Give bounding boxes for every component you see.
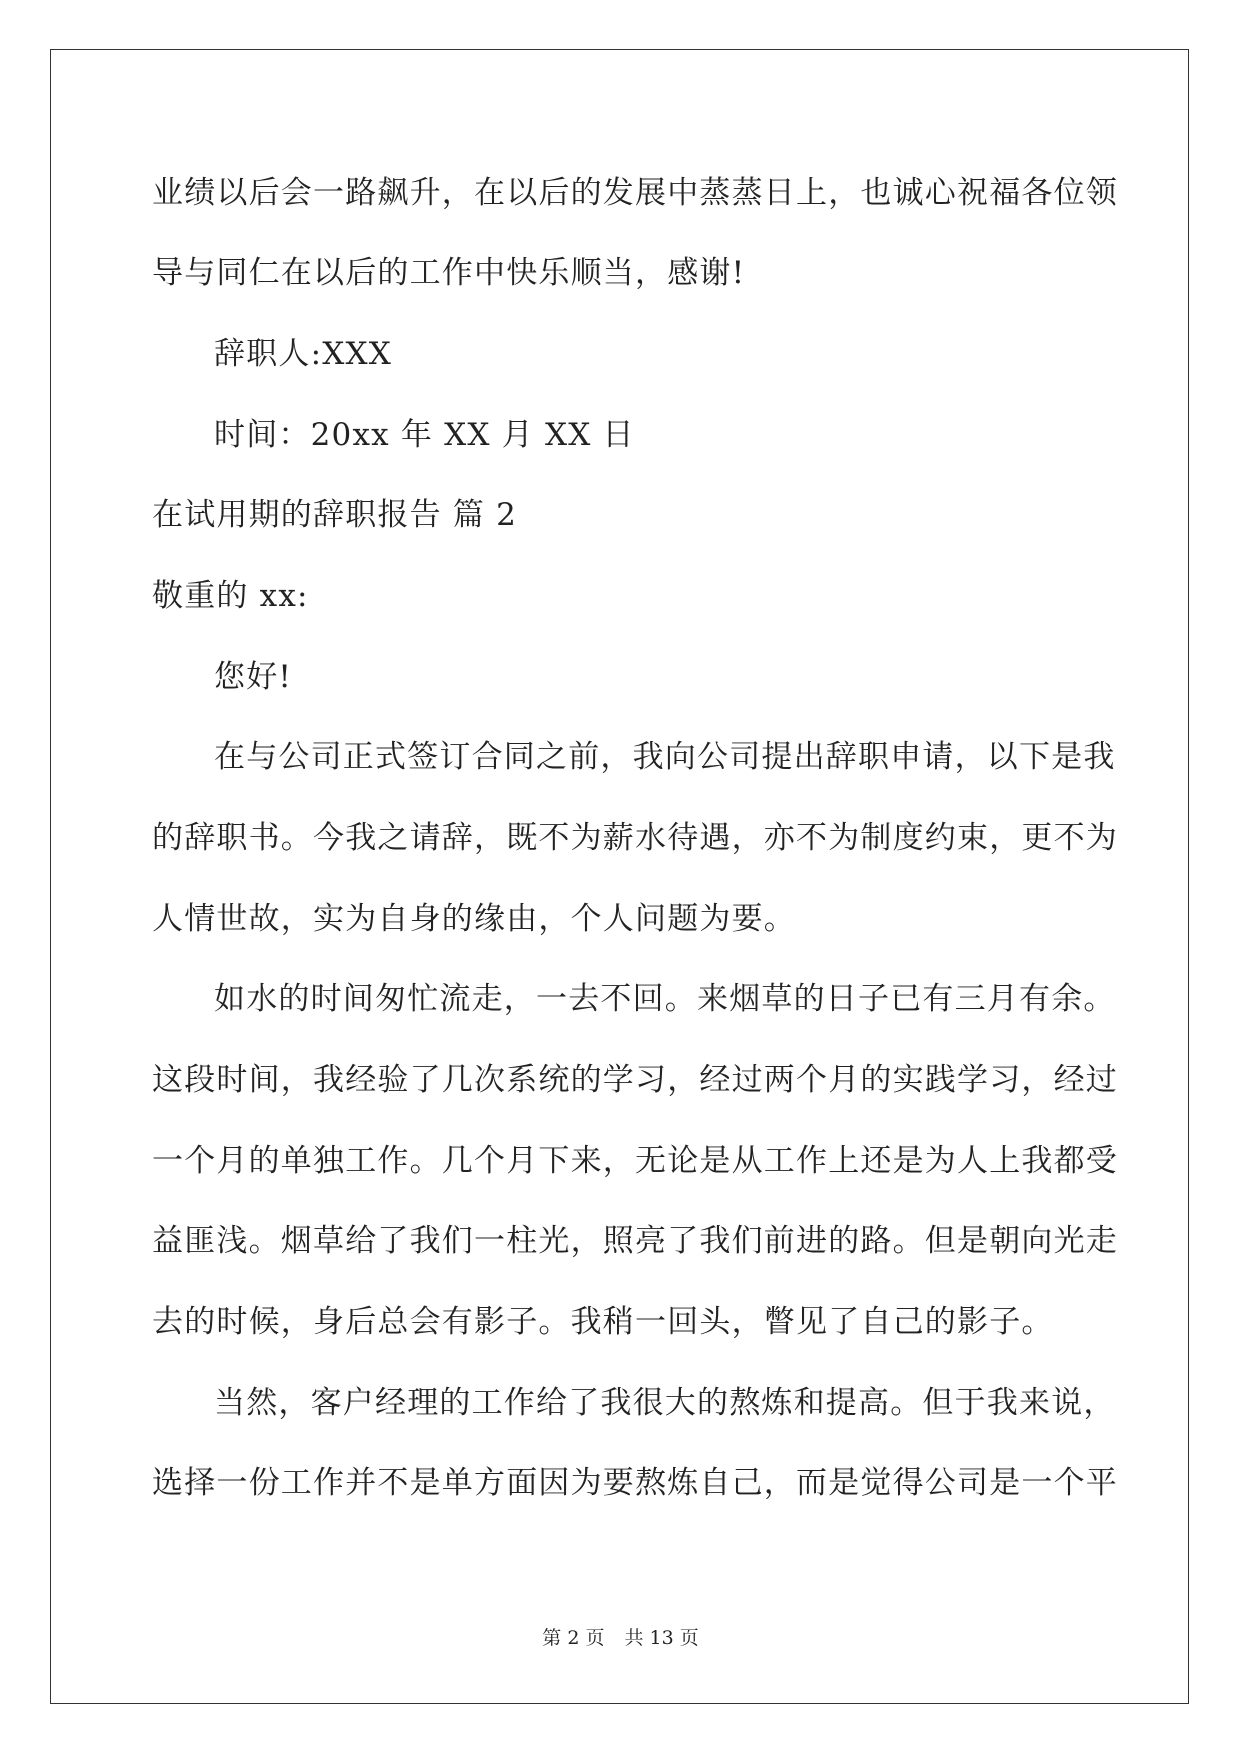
- date-line: 时间：20xx 年 XX 月 XX 日: [214, 417, 635, 453]
- text-line: 如水的时间匆忙流走，一去不回。来烟草的日子已有三月有余。: [214, 981, 1116, 1017]
- text-line: 选择一份工作并不是单方面因为要熬炼自己，而是觉得公司是一个平: [152, 1465, 1118, 1501]
- text-line: 业绩以后会一路飙升，在以后的发展中蒸蒸日上，也诚心祝福各位领: [152, 175, 1118, 211]
- text-line: 这段时间，我经验了几次系统的学习，经过两个月的实践学习，经过: [152, 1062, 1118, 1098]
- text-line: 导与同仁在以后的工作中快乐顺当，感谢!: [152, 255, 746, 291]
- salutation: 敬重的 xx:: [152, 578, 309, 614]
- signature-line: 辞职人:XXX: [214, 336, 393, 372]
- text-line: 在与公司正式签订合同之前，我向公司提出辞职申请，以下是我: [214, 739, 1116, 775]
- page-border: [50, 49, 1189, 1704]
- text-line: 益匪浅。烟草给了我们一柱光，照亮了我们前进的路。但是朝向光走: [152, 1223, 1118, 1259]
- text-line: 一个月的单独工作。几个月下来，无论是从工作上还是为人上我都受: [152, 1143, 1118, 1179]
- text-line: 人情世故，实为自身的缘由，个人问题为要。: [152, 901, 796, 937]
- text-line: 的辞职书。今我之请辞，既不为薪水待遇，亦不为制度约束，更不为: [152, 820, 1118, 856]
- page-number: 第 2 页: [542, 1627, 605, 1649]
- text-line: 去的时候，身后总会有影子。我稍一回头，瞥见了自己的影子。: [152, 1304, 1054, 1340]
- page-footer: [0, 1626, 1241, 1650]
- page-total: 共 13 页: [624, 1627, 699, 1649]
- text-line: 当然，客户经理的工作给了我很大的熬炼和提高。但于我来说，: [214, 1385, 1116, 1421]
- section-heading: 在试用期的辞职报告 篇 2: [152, 497, 518, 533]
- greeting: 您好!: [214, 659, 293, 695]
